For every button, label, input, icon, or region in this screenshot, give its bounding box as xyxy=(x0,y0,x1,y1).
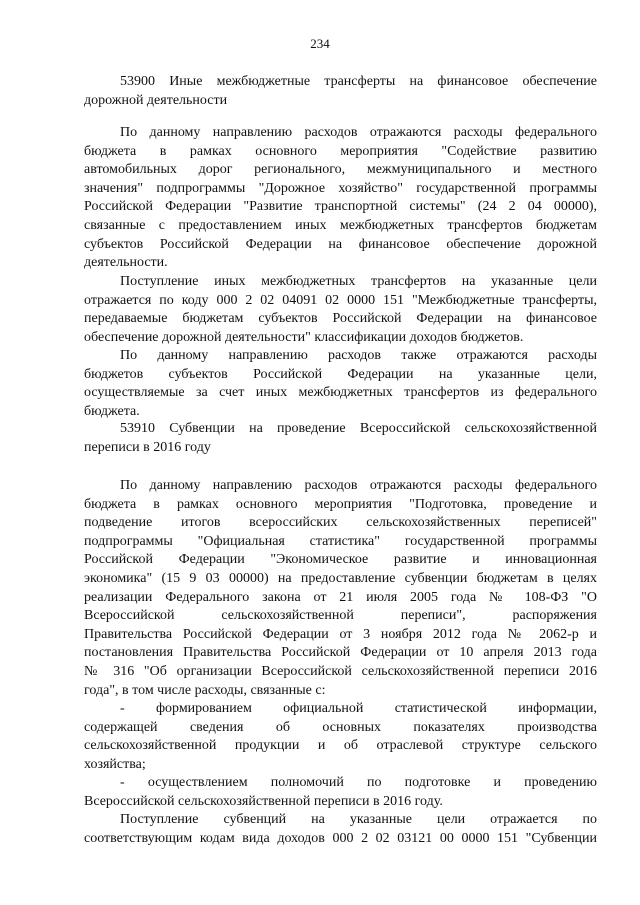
text-line: реализации Федерального закона от 21 июля 2005 года № 108-ФЗ "О xyxy=(84,589,597,605)
text-line: значения" подпрограммы "Дорожное хозяйство" государственной программы xyxy=(84,180,597,196)
text-line: постановления Правительства Российской Федерации от 10 апреля 2013 года xyxy=(84,645,597,661)
paragraph xyxy=(84,347,597,421)
text-line: По данному направлению расходов также отражаются расходы xyxy=(120,348,597,363)
text-line: Поступление иных межбюджетных трансфертов на указанные цели xyxy=(120,274,597,289)
text-line: Российской Федерации "Развитие транспортной системы" (24 2 04 00000), xyxy=(84,199,597,215)
text-line: обеспечение дорожной деятельности" классификации доходов бюджетов. xyxy=(84,329,524,345)
text-line: - формированием официальной статистической информации, xyxy=(120,701,597,716)
text-line: 53900 Иные межбюджетные трансферты на финансовое обеспечение xyxy=(120,74,597,89)
text-line: Всероссийской сельскохозяйственной переписи в 2016 году. xyxy=(84,793,443,809)
page-number: 234 xyxy=(310,36,330,51)
text-line: передаваемые бюджетам субъектов Российской Федерации на финансовое xyxy=(84,311,597,327)
list-item xyxy=(84,774,597,811)
paragraph xyxy=(84,811,597,848)
text-line: Поступление субвенций на указанные цели отражается по xyxy=(120,812,597,827)
paragraph xyxy=(84,124,597,273)
text-line: связанные с предоставлением иных межбюджетных трансфертов бюджетам xyxy=(84,217,597,233)
text-line: экономика" (15 9 03 00000) на предоставление субвенции бюджетам в целях xyxy=(84,570,597,586)
text-line: № 316 "Об организации Всероссийской сельскохозяйственной переписи 2016 xyxy=(84,663,597,679)
text-line: дорожной деятельности xyxy=(84,92,228,108)
text-line: Российской Федерации "Экономическое развитие и инновационная xyxy=(84,552,597,568)
list-item xyxy=(84,700,597,774)
text-line: бюджета. xyxy=(84,403,140,419)
text-line: деятельности. xyxy=(84,255,168,271)
text-line: соответствующим кодам вида доходов 000 2 02 03121 00 0000 151 "Субвенции xyxy=(84,830,597,846)
text-line: бюджета в рамках основного мероприятия "Содействие развитию xyxy=(84,143,597,159)
section-heading xyxy=(84,73,597,110)
text-line: содержащей сведения об основных показателях производства xyxy=(84,719,597,735)
text-line: сельскохозяйственной продукции и об отраслевой структуре сельского xyxy=(84,738,597,754)
text-line: бюджета в рамках основного мероприятия "Подготовка, проведение и xyxy=(84,496,597,512)
text-line: подпрограммы "Официальная статистика" государственной программы xyxy=(84,533,597,549)
paragraph xyxy=(84,273,597,347)
text-line: отражается по коду 000 2 02 04091 02 0000 151 "Межбюджетные трансферты, xyxy=(84,292,597,308)
text-line: осуществляемые за счет иных межбюджетных трансфертов из федерального xyxy=(84,385,597,401)
text-line: По данному направлению расходов отражаются расходы федерального xyxy=(120,478,597,493)
text-line: субъектов Российской Федерации на финансовое обеспечение дорожной xyxy=(84,236,597,252)
section-heading xyxy=(84,420,597,457)
text-line: Всероссийской сельскохозяйственной переписи", распоряжения xyxy=(84,608,597,624)
text-line: автомобильных дорог регионального, межмуниципального и местного xyxy=(84,162,597,178)
text-line: - осуществлением полномочий по подготовке и проведению xyxy=(120,775,597,790)
text-line: хозяйства; xyxy=(84,756,146,772)
text-line: Правительства Российской Федерации от 3 ноября 2012 года № 2062-р и xyxy=(84,626,597,642)
paragraph xyxy=(84,477,597,700)
text-line: бюджетов субъектов Российской Федерации на указанные цели, xyxy=(84,366,597,382)
text-line: По данному направлению расходов отражаются расходы федерального xyxy=(120,125,597,140)
text-line: 53910 Субвенции на проведение Всероссийской сельскохозяйственной xyxy=(120,421,597,436)
text-line: подведение итогов всероссийских сельскохозяйственных переписей" xyxy=(84,515,597,531)
text-line: года", в том числе расходы, связанные с: xyxy=(84,682,326,698)
text-line: переписи в 2016 году xyxy=(84,439,211,455)
